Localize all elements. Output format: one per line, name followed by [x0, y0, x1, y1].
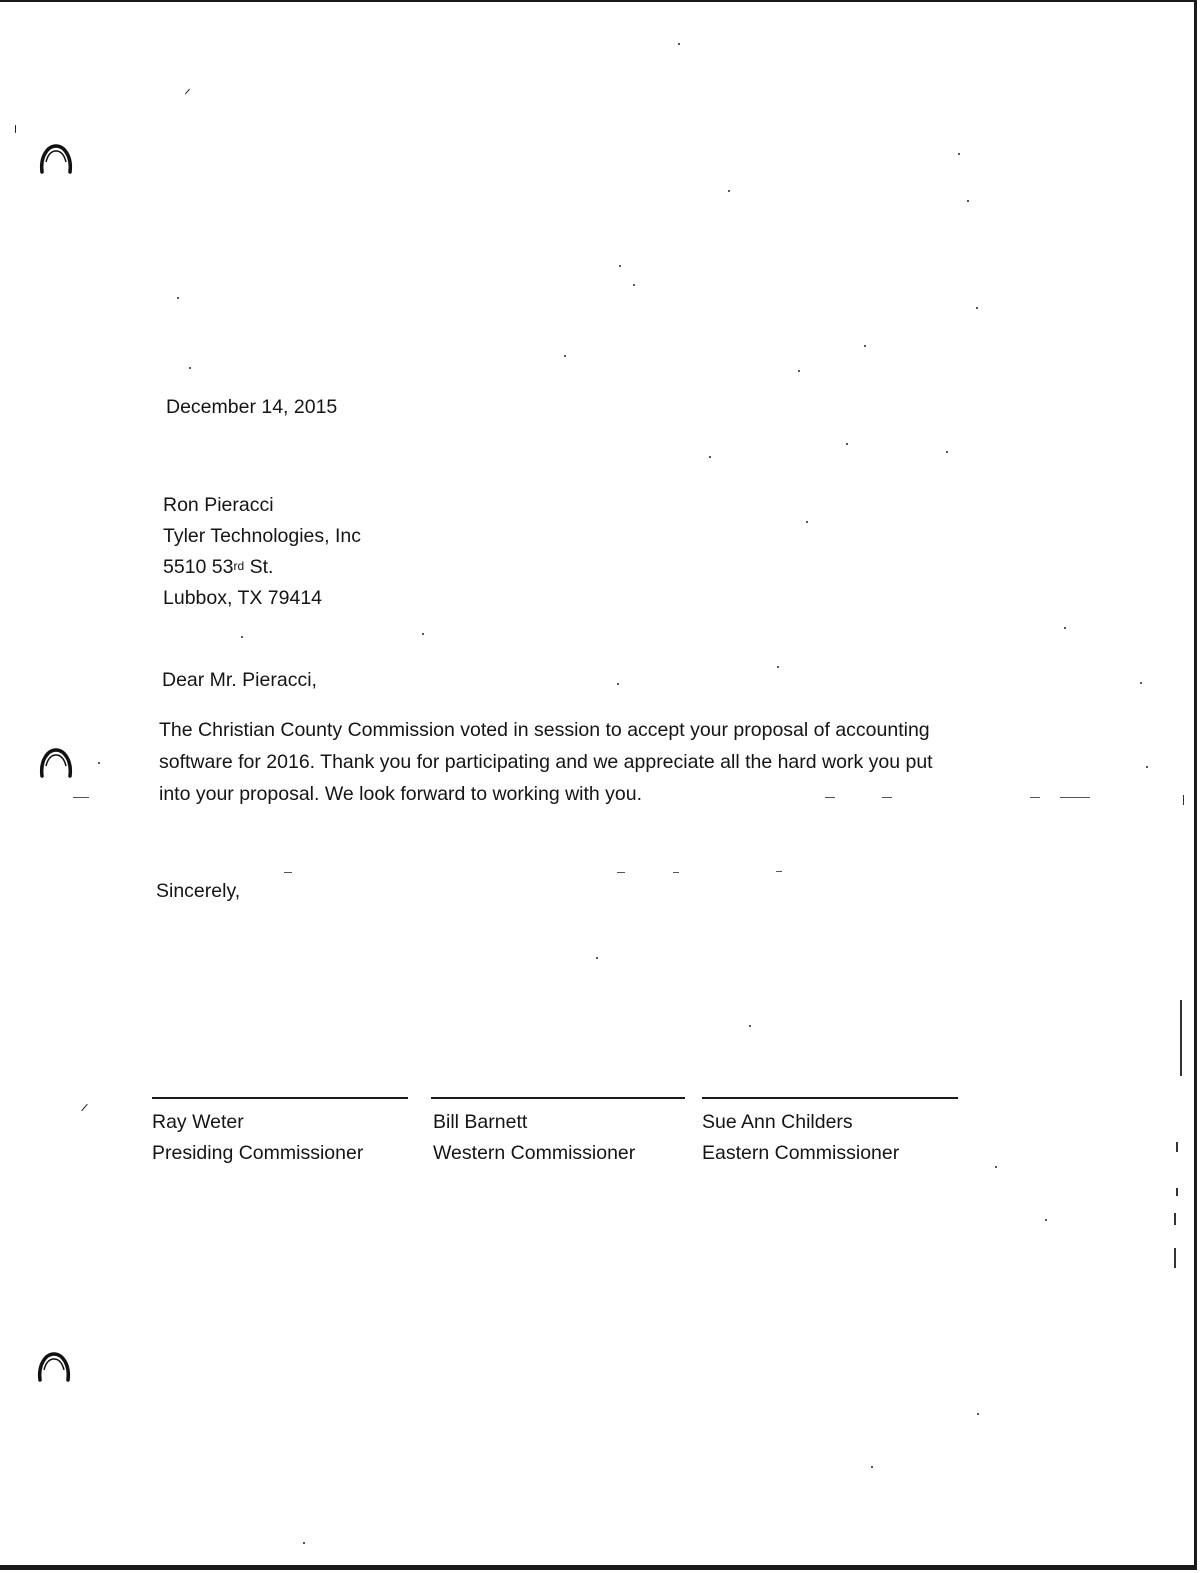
signatory-name: Sue Ann Childers	[702, 1111, 853, 1133]
punch-hole-icon	[38, 746, 74, 778]
punch-hole-icon	[36, 1350, 72, 1382]
street-number: 5510 53	[163, 556, 234, 578]
signatory-title: Western Commissioner	[433, 1142, 636, 1164]
recipient-city: Lubbox, TX 79414	[163, 587, 323, 609]
recipient-company: Tyler Technologies, Inc	[163, 525, 361, 547]
signatory-name: Bill Barnett	[433, 1111, 528, 1133]
letter-date: December 14, 2015	[166, 396, 338, 418]
closing: Sincerely,	[156, 880, 241, 902]
signatory-title: Presiding Commissioner	[152, 1142, 364, 1164]
signature-block	[431, 1097, 685, 1169]
signatory-title: Eastern Commissioner	[702, 1142, 900, 1164]
street-tail: St.	[244, 556, 274, 578]
salutation: Dear Mr. Pieracci,	[162, 669, 317, 691]
letter-body	[159, 714, 933, 810]
recipient-street	[163, 552, 361, 583]
recipient-address	[163, 490, 361, 614]
signature-line	[152, 1097, 408, 1099]
signature-line	[702, 1097, 958, 1099]
punch-hole-icon	[38, 142, 74, 174]
signature-line	[431, 1097, 685, 1099]
body-line: The Christian County Commission voted in session to accept your proposal of accounting	[159, 719, 930, 741]
recipient-name: Ron Pieracci	[163, 494, 274, 516]
signature-block	[702, 1097, 958, 1169]
street-suffix: rd	[233, 559, 245, 573]
signature-block	[152, 1097, 408, 1169]
signatory-name: Ray Weter	[152, 1111, 244, 1133]
body-line: into your proposal. We look forward to working with you.	[159, 783, 643, 805]
body-line: software for 2016. Thank you for participating and we appreciate all the hard work you put	[159, 751, 933, 773]
